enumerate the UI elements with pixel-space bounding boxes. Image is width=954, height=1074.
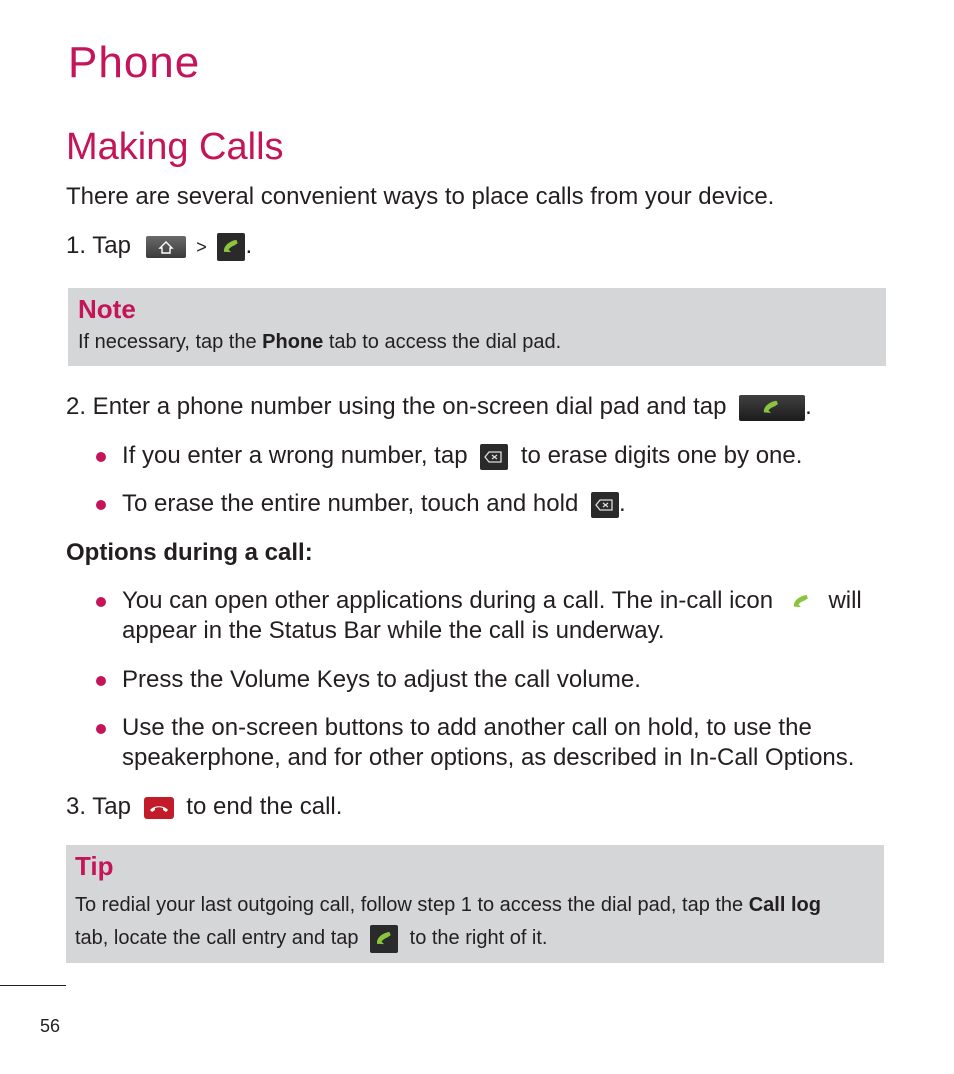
- footer-rule: [0, 985, 66, 986]
- bullet-text-line2: appear in the Status Bar while the call is underway.: [122, 617, 665, 644]
- bullet-dot: [96, 724, 106, 734]
- bullet-text: Press the Volume Keys to adjust the call volume.: [122, 666, 641, 693]
- bullet-text-before: If you enter a wrong number, tap: [122, 442, 468, 469]
- note-title: Note: [78, 294, 136, 324]
- step-3-prefix: 3. Tap: [66, 793, 131, 820]
- note-text-before: If necessary, tap the: [78, 331, 263, 353]
- step-2-bullet: [92, 441, 802, 471]
- options-bullet: [92, 665, 641, 695]
- end-call-icon: [144, 797, 174, 819]
- note-box: [68, 288, 886, 366]
- tip-title: Tip: [75, 851, 114, 881]
- tip-line2-after: to the right of it.: [409, 927, 548, 949]
- step-2-text: 2. Enter a phone number using the on-screen dial pad and tap: [66, 393, 727, 420]
- options-bullet: [92, 586, 862, 646]
- chapter-title: Phone: [68, 38, 201, 87]
- in-call-icon: [788, 589, 814, 615]
- tip-text-line1: [75, 889, 821, 921]
- step-1-separator: >: [196, 237, 207, 257]
- tip-box: [66, 845, 884, 963]
- delete-icon: [480, 444, 508, 470]
- bullet-text-line1: Use the on-screen buttons to add another call on hold, to use the: [122, 714, 812, 741]
- step-2-bullet: [92, 489, 626, 519]
- phone-icon: [217, 233, 245, 261]
- step-3-after: to end the call.: [186, 793, 343, 820]
- bullet-text-after: will: [828, 587, 862, 614]
- phone-icon: [370, 925, 398, 953]
- call-button-icon: [739, 395, 805, 421]
- step-1-prefix: 1. Tap: [66, 232, 131, 259]
- bullet-dot: [96, 597, 106, 607]
- step-1-end: .: [245, 232, 253, 259]
- tip-line2-before: tab, locate the call entry and tap: [75, 927, 359, 949]
- note-text-bold: Phone: [262, 331, 324, 353]
- bullet-text-after: to erase digits one by one.: [520, 442, 803, 469]
- bullet-text-before: You can open other applications during a call. The in-call icon: [122, 587, 774, 614]
- note-text-after: tab to access the dial pad.: [323, 331, 562, 353]
- step-2: [66, 392, 812, 422]
- intro-text: There are several convenient ways to place calls from your device.: [66, 183, 775, 210]
- options-heading: Options during a call:: [66, 539, 313, 566]
- bullet-text-before: To erase the entire number, touch and hold: [122, 490, 579, 517]
- note-text: [78, 326, 561, 358]
- home-icon: [146, 236, 186, 258]
- page-number: 56: [40, 1016, 61, 1036]
- bullet-text-line2: speakerphone, and for other options, as described in In-Call Options.: [122, 744, 855, 771]
- step-2-end: .: [805, 393, 812, 420]
- tip-line1-bold: Call log: [748, 894, 821, 916]
- options-bullet: [92, 713, 854, 773]
- section-title: Making Calls: [66, 126, 284, 168]
- bullet-dot: [96, 452, 106, 462]
- bullet-dot: [96, 676, 106, 686]
- bullet-text-after: .: [618, 490, 626, 517]
- step-3: [66, 792, 342, 822]
- step-1: [66, 231, 252, 262]
- delete-icon: [591, 492, 619, 518]
- tip-line1-before: To redial your last outgoing call, follow step 1 to access the dial pad, tap the: [75, 894, 749, 916]
- tip-text-line2: [75, 922, 548, 954]
- bullet-dot: [96, 500, 106, 510]
